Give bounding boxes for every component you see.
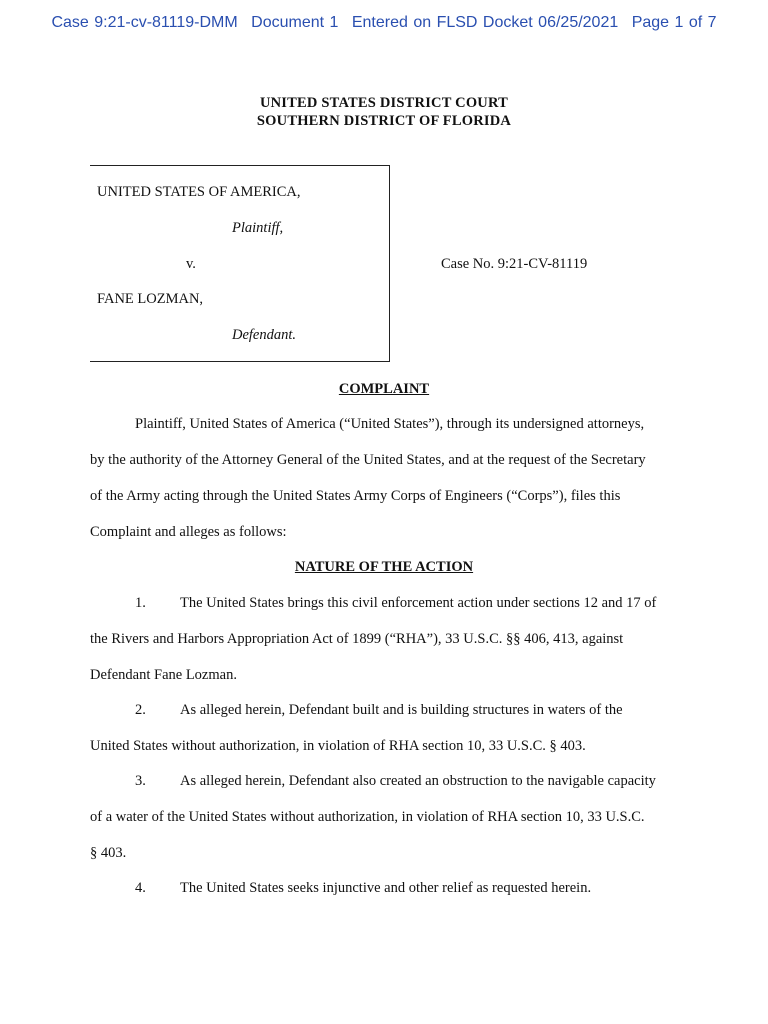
- versus-label: v.: [186, 256, 196, 272]
- paragraph-line: The United States seeks injunctive and other relief as requested herein.: [180, 880, 592, 896]
- defendant-role: Defendant.: [232, 327, 297, 343]
- paragraph-line: The United States brings this civil enforcement action under sections 12 and 17 of: [180, 595, 657, 611]
- paragraph-line: the Rivers and Harbors Appropriation Act of 1899 (“RHA”), 33 U.S.C. §§ 406, 413, against: [90, 631, 624, 647]
- paragraph-line: As alleged herein, Defendant built and is building structures in waters of the: [180, 702, 623, 718]
- case-number: Case No. 9:21-CV-81119: [441, 256, 588, 272]
- intro-line: by the authority of the Attorney General of the United States, and at the request of the Secretary: [90, 452, 646, 468]
- paragraph-line: United States without authorization, in violation of RHA section 10, 33 U.S.C. § 403.: [90, 738, 586, 754]
- section-heading: NATURE OF THE ACTION: [294, 559, 474, 575]
- defendant-name: FANE LOZMAN,: [97, 291, 204, 307]
- docket-page-number: Page 1 of 7: [631, 14, 717, 31]
- complaint-title: COMPLAINT: [338, 381, 430, 397]
- intro-line: Plaintiff, United States of America (“United States”), through its undersigned attorneys,: [135, 416, 645, 432]
- paragraph-number: 4.: [135, 880, 146, 896]
- plaintiff-name: UNITED STATES OF AMERICA,: [97, 184, 301, 200]
- intro-line: Complaint and alleges as follows:: [90, 524, 287, 540]
- plaintiff-role: Plaintiff,: [232, 220, 284, 236]
- docket-document-number: Document 1: [251, 14, 339, 31]
- intro-line: of the Army acting through the United States Army Corps of Engineers (“Corps”), files this: [90, 488, 621, 504]
- court-name-line-1: UNITED STATES DISTRICT COURT: [259, 95, 509, 111]
- paragraph-number: 2.: [135, 702, 146, 718]
- paragraph-number: 3.: [135, 773, 146, 789]
- paragraph-line: of a water of the United States without authorization, in violation of RHA section 10, 33 U.S.C.: [90, 809, 645, 825]
- paragraph-number: 1.: [135, 595, 146, 611]
- paragraph-line: § 403.: [90, 845, 127, 861]
- paragraph-line: As alleged herein, Defendant also created an obstruction to the navigable capacity: [180, 773, 656, 789]
- court-name: [0, 94, 768, 130]
- docket-case-number: Case 9:21-cv-81119-DMM: [51, 14, 238, 31]
- docket-entry-date: Entered on FLSD Docket 06/25/2021: [351, 14, 619, 31]
- docket-header: [0, 14, 768, 32]
- paragraph-line: Defendant Fane Lozman.: [90, 667, 237, 683]
- court-name-line-2: SOUTHERN DISTRICT OF FLORIDA: [256, 113, 512, 129]
